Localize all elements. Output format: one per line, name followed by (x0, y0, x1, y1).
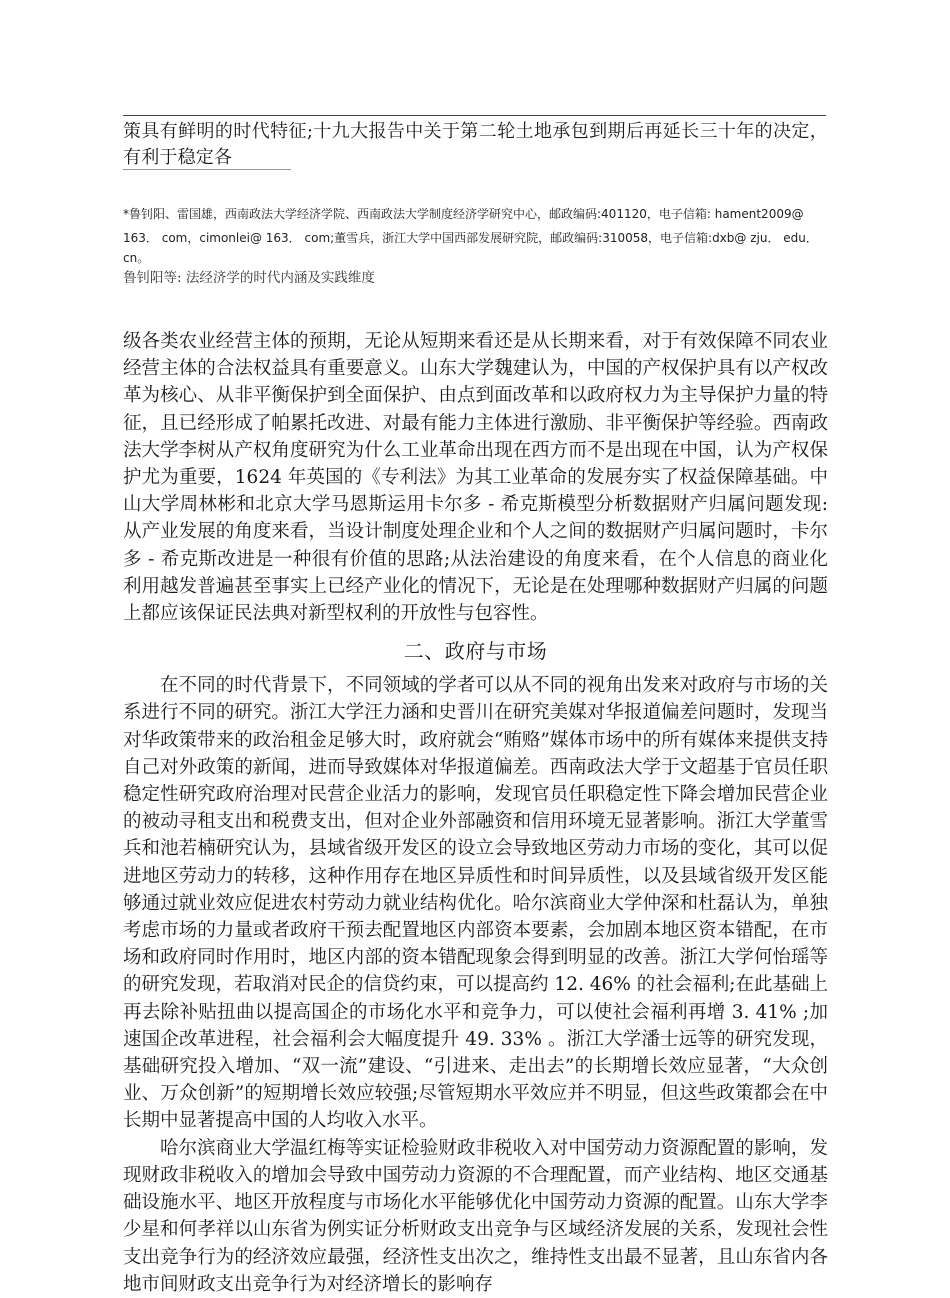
footnote-divider (123, 169, 291, 170)
author-footnote (123, 204, 828, 288)
running-head: 鲁钊阳等: 法经济学的时代内涵及实践维度 (123, 270, 375, 286)
paragraph-1: 级各类农业经营主体的预期，无论从短期来看还是从长期来看，对于有效保障不同农业经营主体的合法权益具有重要意义。山东大学魏建认为，中国的产权保护具有以产权改革为核心、从非平衡保护到全面保护、由点到面改革和以政府权力为主导保护力量的特征，且已经形成了帕累托改进、对最有能力主体进行激励、非平衡保护等经验。西南政法大学李树从产权角度研究为什么工业革命出现在西方而不是出现在中国，认为产权保护尤为重要，1624 年英国的《专利法》为其工业革命的发展夯实了权益保障基础。中山大学周林彬和北京大学马恩斯运用卡尔多 - 希克斯模型分析数据财产归属问题发现:从产业发展的角度来看，当设计制度处理企业和个人之间的数据财产归属问题时，卡尔多 - 希克斯改进是一种很有价值的思路;从法治建设的角度来看，在个人信息的商业化利用越发普遍甚至事实上已经产业化的情况下，无论是在处理哪种数据财产归属的问题上都应该保证民法典对新型权利的开放性与包容性。 (123, 331, 828, 625)
footnote-line-2: 163． com，cimonlei@ 163． com;董雪兵，浙江大学中国西部发展研究院，邮政编码:310058，电子信箱:dxb@ zju． edu． cn。 (123, 231, 818, 265)
section-heading: 二、政府与市场 (403, 639, 548, 664)
paragraph-2: 在不同的时代背景下，不同领域的学者可以从不同的视角出发来对政府与市场的关系进行不同的研究。浙江大学汪力涵和史晋川在研究美媒对华报道偏差问题时，发现当对华政策带来的政治租金足够大时，政府就会“贿赂”媒体市场中的所有媒体来提供支持自己对外政策的新闻，进而导致媒体对华报道偏差。西南政法大学于文超基于官员任职稳定性研究政府治理对民营企业活力的影响，发现官员任职稳定性下降会增加民营企业的被动寻租支出和税费支出，但对企业外部融资和信用环境无显著影响。浙江大学董雪兵和池若楠研究认为，县域省级开发区的设立会导致地区劳动力市场的变化，其可以促进地区劳动力的转移，这种作用存在地区异质性和时间异质性，以及县域省级开发区能够通过就业效应促进农村劳动力就业结构优化。哈尔滨商业大学仲深和杜磊认为，单独考虑市场的力量或者政府干预去配置地区内部资本要素，会加剧本地区资本错配，在市场和政府同时作用时，地区内部的资本错配现象会得到明显的改善。浙江大学何怡瑶等的研究发现，若取消对民企的信贷约束，可以提高约 12. 46% 的社会福利;在此基础上再去除补贴扭曲以提高国企的市场化水平和竞争力，可以使社会福利再增 3. 41% ;加速国企改革进程，社会福利会大幅度提升 49. 33% 。浙江大学潘士远等的研究发现，基础研究投入增加、“双一流”建设、“引进来、走出去”的长期增长效应显著，“大众创业、万众创新”的短期增长效应较强;尽管短期水平效应并不明显，但这些政策都会在中长期中显著提高中国的人均收入水平。 (123, 675, 828, 1132)
paragraph-3: 哈尔滨商业大学温红梅等实证检验财政非税收入对中国劳动力资源配置的影响，发现财政非税收入的增加会导致中国劳动力资源的不合理配置，而产业结构、地区交通基础设施水平、地区开放程度与市场化水平能够优化中国劳动力资源的配置。山东大学李少星和何孝祥以山东省为例实证分析财政支出竞争与区域经济发展的关系，发现社会性支出竞争行为的经济效应最强，经济性支出次之，维持性支出最不显著，且山东省内各地市间财政支出竞争行为对经济增长的影响存 (123, 1137, 828, 1295)
footnote-line-1: *鲁钊阳、雷国雄，西南政法大学经济学院、西南政法大学制度经济学研究中心，邮政编码:401120，电子信箱: hament2009@ (123, 207, 804, 221)
body-text (123, 328, 828, 1298)
carryover-paragraph: 策具有鲜明的时代特征;十九大报告中关于第二轮土地承包到期后再延长三十年的决定，有利于稳定各 (123, 121, 828, 168)
top-divider (123, 115, 826, 116)
